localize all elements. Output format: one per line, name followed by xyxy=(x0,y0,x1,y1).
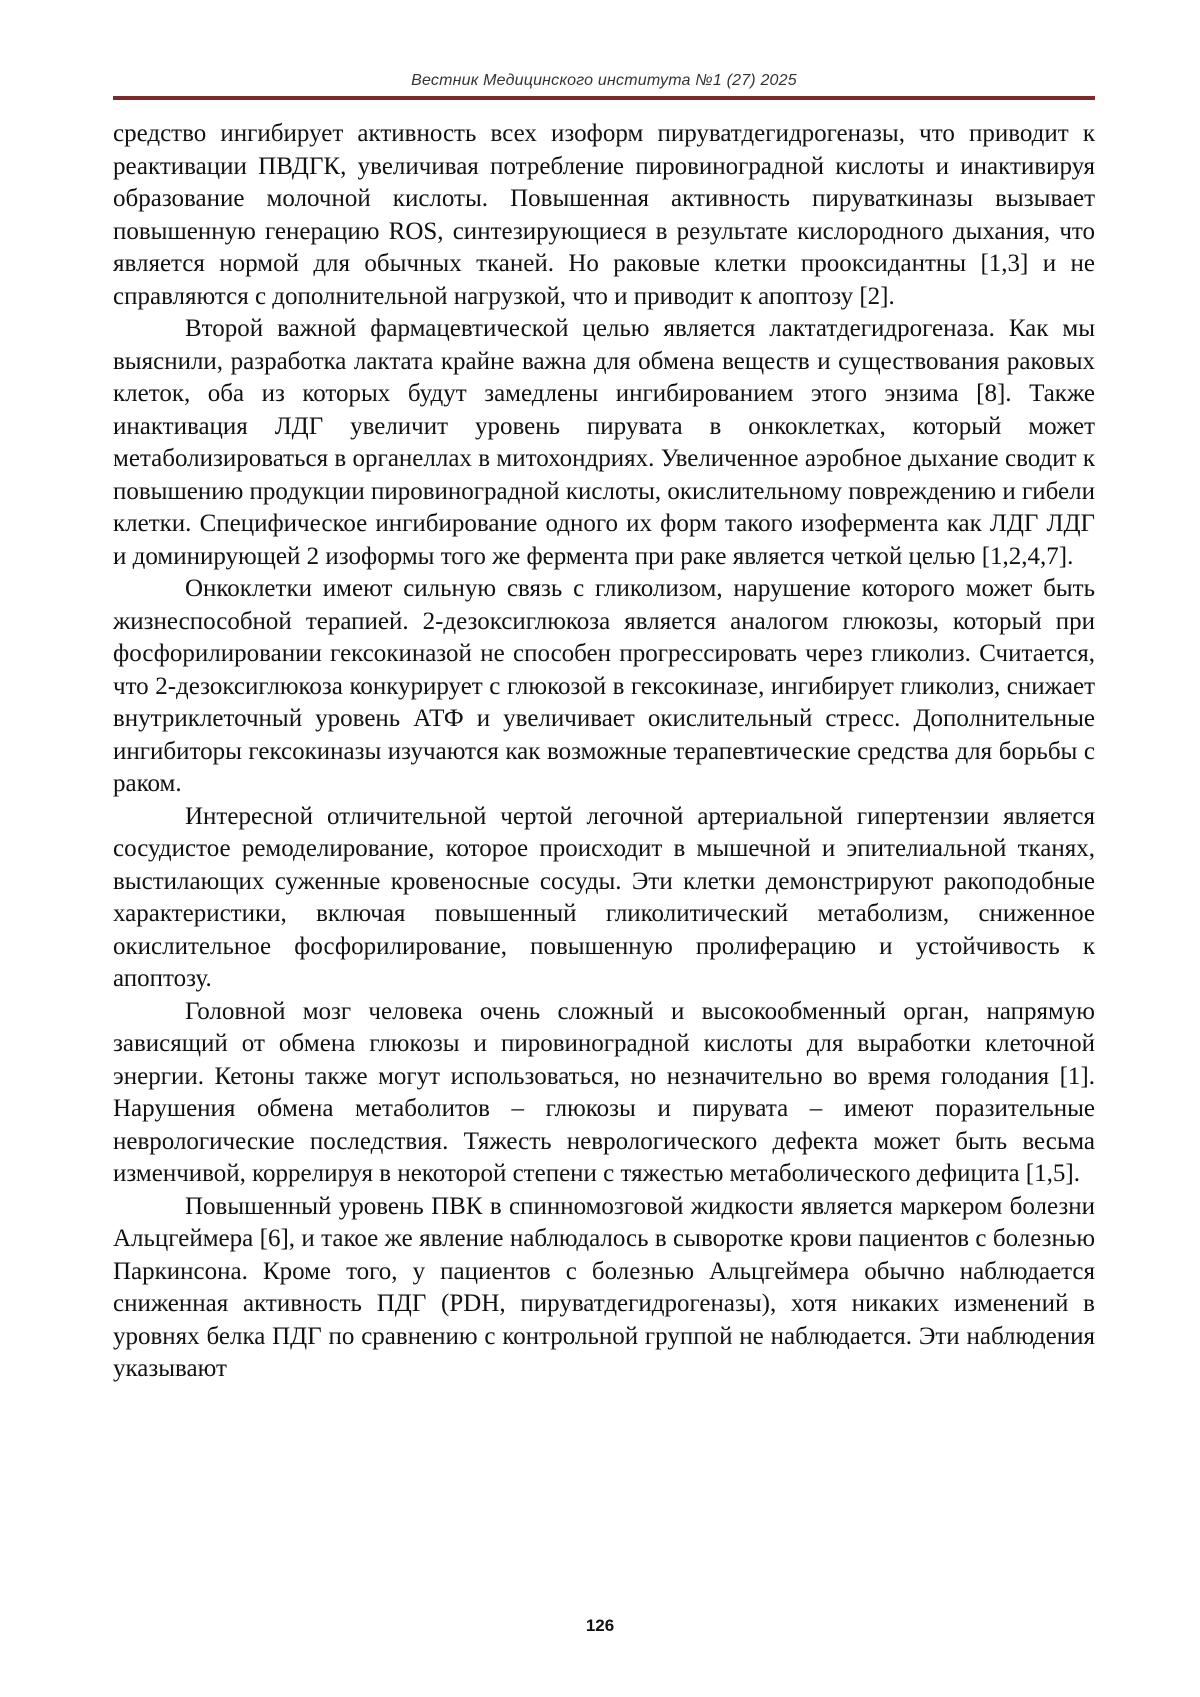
paragraph-alzheimer: Повышенный уровень ПВК в спинномозговой жидкости является маркером болезни Альцгеймера [6], и такое же явление наблюдалось в сыворотке крови пациентов с болезнью Паркинсона. Кроме того, у пациентов с болезнью Альцгеймера обычно наблюдается сниженная активность ПДГ (PDH, пируватдегидрогеназы), хотя никаких изменений в уровнях белка ПДГ по сравнению с контрольной группой не наблюдается. Эти наблюдения указывают xyxy=(113,1191,1095,1386)
paragraph-ldh: Второй важной фармацевтической целью является лактатдегидрогеназа. Как мы выяснили, разработка лактата крайне важна для обмена веществ и существования раковых клеток, оба из которых будут замедлены ингибированием этого энзима [8]. Также инактивация ЛДГ увеличит уровень пирувата в онкоклетках, который может метаболизироваться в органеллах в митохондриях. Увеличенное аэробное дыхание сводит к повышению продукции пировиноградной кислоты, окислительному повреждению и гибели клетки. Специфическое ингибирование одного их форм такого изофермента как ЛДГ ЛДГ и доминирующей 2 изоформы того же фермента при раке является четкой целью [1,2,4,7]. xyxy=(113,313,1095,573)
paragraph-brain: Головной мозг человека очень сложный и высокообменный орган, напрямую зависящий от обмена глюкозы и пировиноградной кислоты для выработки клеточной энергии. Кетоны также могут использоваться, но незначительно во время голодания [1]. Нарушения обмена метаболитов – глюкозы и пирувата – имеют поразительные неврологические последствия. Тяжесть неврологического дефекта может быть весьма изменчивой, коррелируя в некоторой степени с тяжестью метаболического дефицита [1,5]. xyxy=(113,996,1095,1191)
header-rule xyxy=(113,96,1095,100)
paragraph-pulmonary-hypertension: Интересной отличительной чертой легочной артериальной гипертензии является сосудистое ремоделирование, которое происходит в мышечной и эпителиальной тканях, выстилающих суженные кровеносные сосуды. Эти клетки демонстрируют ракоподобные характеристики, включая повышенный гликолитический метаболизм, сниженное окислительное фосфорилирование, повышенную пролиферацию и устойчивость к апоптозу. xyxy=(113,801,1095,996)
page-number: 126 xyxy=(0,1616,1200,1636)
paragraph-continued: средство ингибирует активность всех изоформ пируватдегидрогеназы, что приводит к реактивации ПВДГК, увеличивая потребление пировиноградной кислоты и инактивируя образование молочной кислоты. Повышенная активность пируваткиназы вызывает повышенную генерацию ROS, синтезирующиеся в результате кислородного дыхания, что является нормой для обычных тканей. Но раковые клетки прооксидантны [1,3] и не справляются с дополнительной нагрузкой, что и приводит к апоптозу [2]. xyxy=(113,118,1095,313)
running-header: Вестник Медицинского института №1 (27) 2025 xyxy=(113,72,1095,90)
paragraph-glycolysis: Онкоклетки имеют сильную связь с гликолизом, нарушение которого может быть жизнеспособной терапией. 2-дезоксиглюкоза является аналогом глюкозы, который при фосфорилировании гексокиназой не способен прогрессировать через гликолиз. Считается, что 2-дезоксиглюкоза конкурирует с глюкозой в гексокиназе, ингибирует гликолиз, снижает внутриклеточный уровень АТФ и увеличивает окислительный стресс. Дополнительные ингибиторы гексокиназы изучаются как возможные терапевтические средства для борьбы с раком. xyxy=(113,573,1095,801)
body-text xyxy=(113,118,1095,1386)
document-page xyxy=(0,0,1200,1697)
